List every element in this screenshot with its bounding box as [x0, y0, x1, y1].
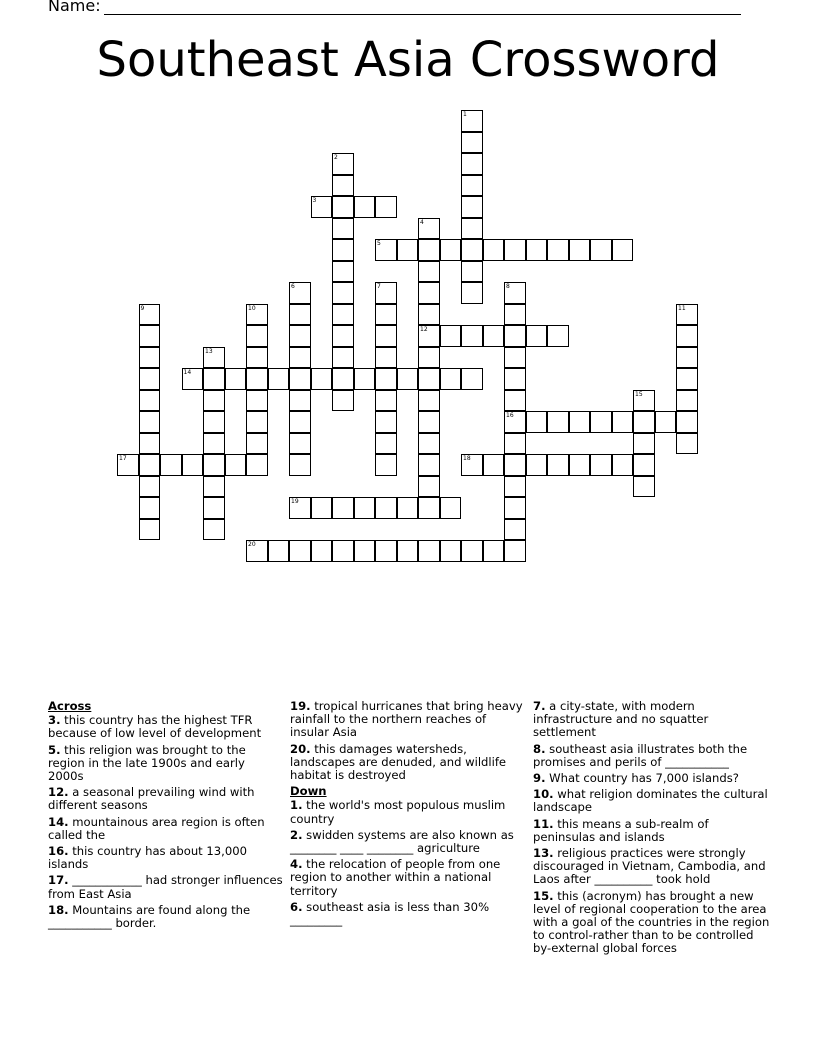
- clue-down-7: [533, 700, 773, 740]
- grid-cell[interactable]: [375, 347, 397, 369]
- grid-cell[interactable]: [289, 454, 311, 476]
- grid-cell[interactable]: [504, 390, 526, 412]
- grid-cell[interactable]: [461, 282, 483, 304]
- grid-cell[interactable]: [633, 476, 655, 498]
- grid-cell[interactable]: [354, 368, 376, 390]
- grid-cell[interactable]: [461, 218, 483, 240]
- grid-cell[interactable]: [418, 411, 440, 433]
- clue-text: this religion was brought to the region in the late 1900s and early 2000s: [48, 742, 246, 784]
- clue-number-label: 13: [205, 347, 213, 355]
- clue-text: this damages watersheds, landscapes are denuded, and wildlife habitat is destroyed: [290, 741, 507, 783]
- grid-cell[interactable]: [483, 540, 505, 562]
- clue-number-label: 16: [506, 412, 514, 419]
- clue-number-label: 6: [291, 283, 295, 290]
- grid-cell[interactable]: [332, 497, 354, 519]
- clue-number-label: 5: [377, 240, 381, 247]
- grid-cell[interactable]: [633, 433, 655, 455]
- clue-number: 5.: [48, 742, 61, 757]
- clue-across-16: [48, 845, 284, 871]
- grid-cell[interactable]: [440, 325, 462, 347]
- grid-cell[interactable]: [246, 433, 268, 455]
- clue-number-label: 12: [420, 326, 428, 333]
- grid-cell[interactable]: [332, 153, 354, 175]
- grid-cell[interactable]: [139, 519, 161, 541]
- grid-cell[interactable]: [633, 390, 655, 412]
- grid-cell[interactable]: [139, 476, 161, 498]
- grid-cell[interactable]: [504, 433, 526, 455]
- grid-cell[interactable]: [418, 497, 440, 519]
- grid-cell[interactable]: [504, 239, 526, 261]
- grid-cell[interactable]: [440, 239, 462, 261]
- clue-down-13: [533, 847, 773, 887]
- grid-cell[interactable]: [676, 433, 698, 455]
- grid-cell[interactable]: [268, 368, 290, 390]
- grid-cell[interactable]: [418, 282, 440, 304]
- clue-number-label: 11: [678, 304, 686, 312]
- grid-cell[interactable]: [440, 368, 462, 390]
- clue-number: 10.: [533, 787, 554, 802]
- grid-cell[interactable]: [676, 390, 698, 412]
- grid-cell[interactable]: [676, 304, 698, 326]
- grid-cell[interactable]: [483, 325, 505, 347]
- clue-down-6: [290, 901, 526, 927]
- clue-number: 17.: [48, 873, 69, 888]
- grid-cell[interactable]: [676, 347, 698, 369]
- grid-cell[interactable]: [375, 325, 397, 347]
- grid-cell[interactable]: [289, 325, 311, 347]
- clue-text: mountainous area region is often called the: [48, 814, 265, 842]
- clue-text: tropical hurricanes that bring heavy rainfall to the northern reaches of insular Asia: [290, 699, 523, 740]
- grid-cell[interactable]: [504, 540, 526, 562]
- grid-cell[interactable]: [332, 196, 354, 218]
- grid-cell[interactable]: [504, 325, 526, 347]
- grid-cell[interactable]: [461, 454, 483, 476]
- grid-cell[interactable]: [547, 411, 569, 433]
- grid-cell[interactable]: [375, 540, 397, 562]
- clue-down-4: [290, 858, 526, 898]
- grid-cell[interactable]: [375, 411, 397, 433]
- grid-cell[interactable]: [246, 304, 268, 326]
- clue-text: swidden systems are also known as ________ ____ ________ agriculture: [290, 827, 514, 856]
- grid-cell[interactable]: [375, 239, 397, 261]
- grid-cell[interactable]: [676, 325, 698, 347]
- grid-cell[interactable]: [203, 454, 225, 476]
- grid-cell[interactable]: [203, 476, 225, 498]
- grid-cell[interactable]: [590, 411, 612, 433]
- grid-cell[interactable]: [612, 411, 634, 433]
- clue-text: religious practices were strongly discouraged in Vietnam, Cambodia, and Laos after __________ took hold: [533, 846, 766, 887]
- grid-cell[interactable]: [246, 454, 268, 476]
- grid-cell[interactable]: [418, 218, 440, 240]
- across-heading: Across: [48, 699, 92, 713]
- clue-number-label: 7: [377, 283, 381, 290]
- clue-number: 2.: [290, 827, 303, 842]
- grid-cell[interactable]: [418, 261, 440, 283]
- clue-down-9: [533, 772, 773, 785]
- grid-cell[interactable]: [461, 261, 483, 283]
- grid-cell[interactable]: [440, 497, 462, 519]
- grid-cell[interactable]: [354, 497, 376, 519]
- grid-cell[interactable]: [332, 282, 354, 304]
- clue-number: 3.: [48, 713, 61, 728]
- grid-cell[interactable]: [139, 325, 161, 347]
- grid-cell[interactable]: [203, 433, 225, 455]
- grid-cell[interactable]: [332, 239, 354, 261]
- clue-text: the world's most populous muslim country: [290, 798, 506, 826]
- clue-down-2: [290, 829, 526, 855]
- grid-cell[interactable]: [139, 368, 161, 390]
- grid-cell[interactable]: [311, 540, 333, 562]
- clue-across-14: [48, 816, 284, 842]
- clues-column-3: [533, 700, 773, 959]
- clue-number: 11.: [533, 816, 554, 831]
- grid-cell[interactable]: [332, 304, 354, 326]
- grid-cell[interactable]: [504, 347, 526, 369]
- clue-number: 14.: [48, 814, 69, 829]
- grid-cell[interactable]: [418, 476, 440, 498]
- grid-cell[interactable]: [397, 239, 419, 261]
- grid-cell[interactable]: [397, 497, 419, 519]
- grid-cell[interactable]: [547, 239, 569, 261]
- clue-text: this country has about 13,000 islands: [48, 844, 247, 872]
- clue-number: 9.: [533, 771, 546, 786]
- grid-cell[interactable]: [418, 325, 440, 347]
- grid-cell[interactable]: [461, 175, 483, 197]
- grid-cell[interactable]: [225, 368, 247, 390]
- grid-cell[interactable]: [311, 196, 333, 218]
- grid-cell[interactable]: [289, 304, 311, 326]
- grid-cell[interactable]: [633, 411, 655, 433]
- grid-cell[interactable]: [547, 454, 569, 476]
- grid-cell[interactable]: [117, 454, 139, 476]
- grid-cell[interactable]: [246, 347, 268, 369]
- grid-cell[interactable]: [375, 454, 397, 476]
- grid-cell[interactable]: [504, 411, 526, 433]
- clue-number-label: 14: [183, 369, 192, 376]
- grid-cell[interactable]: [461, 540, 483, 562]
- grid-cell[interactable]: [504, 497, 526, 519]
- grid-cell[interactable]: [139, 390, 161, 412]
- grid-cell[interactable]: [397, 540, 419, 562]
- down-heading: Down: [290, 784, 327, 799]
- grid-cell[interactable]: [268, 540, 290, 562]
- clue-text: southeast asia is less than 30% _________: [290, 899, 490, 928]
- grid-cell[interactable]: [375, 390, 397, 412]
- grid-cell[interactable]: [246, 325, 268, 347]
- clue-number-label: 1: [463, 111, 467, 118]
- clues-column-2: [290, 700, 526, 930]
- grid-cell[interactable]: [182, 454, 204, 476]
- grid-cell[interactable]: [440, 540, 462, 562]
- clue-number-label: 19: [291, 498, 299, 505]
- grid-cell[interactable]: [418, 368, 440, 390]
- grid-cell[interactable]: [418, 390, 440, 412]
- clue-across-17: [48, 874, 284, 900]
- clue-down-8: [533, 743, 773, 769]
- grid-cell[interactable]: [590, 239, 612, 261]
- grid-cell[interactable]: [418, 454, 440, 476]
- grid-cell[interactable]: [569, 239, 591, 261]
- grid-cell[interactable]: [225, 454, 247, 476]
- clue-number-label: 15: [635, 390, 643, 398]
- grid-cell[interactable]: [289, 282, 311, 304]
- clue-text: Mountains are found along the ___________ border.: [48, 902, 251, 931]
- grid-cell[interactable]: [289, 347, 311, 369]
- clue-number-label: 4: [420, 218, 424, 226]
- clue-text: this country has the highest TFR because of low level of development: [48, 713, 262, 741]
- clue-text: a city-state, with modern infrastructure and no squatter settlement: [533, 699, 709, 740]
- grid-cell[interactable]: [461, 325, 483, 347]
- grid-cell[interactable]: [246, 540, 268, 562]
- grid-cell[interactable]: [203, 497, 225, 519]
- grid-cell[interactable]: [569, 411, 591, 433]
- clue-number: 4.: [290, 857, 303, 872]
- grid-cell[interactable]: [461, 132, 483, 154]
- clue-number: 19.: [290, 699, 311, 713]
- clue-across-12: [48, 786, 284, 812]
- grid-cell[interactable]: [461, 196, 483, 218]
- grid-cell[interactable]: [139, 454, 161, 476]
- grid-cell[interactable]: [246, 411, 268, 433]
- grid-cell[interactable]: [332, 390, 354, 412]
- grid-cell[interactable]: [612, 454, 634, 476]
- clue-number-label: 2: [334, 154, 338, 161]
- clue-number-label: 20: [248, 541, 256, 548]
- grid-cell[interactable]: [375, 368, 397, 390]
- grid-cell[interactable]: [461, 110, 483, 132]
- grid-cell[interactable]: [375, 282, 397, 304]
- grid-cell[interactable]: [461, 239, 483, 261]
- clues-column-1: [48, 700, 284, 933]
- grid-cell[interactable]: [375, 196, 397, 218]
- grid-cell[interactable]: [397, 368, 419, 390]
- grid-cell[interactable]: [311, 497, 333, 519]
- clue-number: 13.: [533, 846, 554, 861]
- grid-cell[interactable]: [332, 540, 354, 562]
- grid-cell[interactable]: [504, 368, 526, 390]
- grid-cell[interactable]: [203, 411, 225, 433]
- clue-number: 16.: [48, 844, 69, 859]
- grid-cell[interactable]: [418, 347, 440, 369]
- clue-text: this (acronym) has brought a new level of regional cooperation to the area with a goal of the countries in the region to control-rather than to be controlled by-external global forces: [533, 888, 770, 956]
- clue-number: 1.: [290, 798, 303, 813]
- grid-cell[interactable]: [289, 497, 311, 519]
- clue-across-3: [48, 714, 284, 740]
- clue-text: southeast asia illustrates both the promises and perils of ___________: [533, 741, 748, 769]
- grid-cell[interactable]: [676, 411, 698, 433]
- clue-number: 12.: [48, 785, 69, 800]
- grid-cell[interactable]: [289, 411, 311, 433]
- clue-text: ____________ had stronger influences from East Asia: [48, 873, 283, 901]
- clue-number: 6.: [290, 899, 303, 914]
- grid-cell[interactable]: [332, 325, 354, 347]
- grid-cell[interactable]: [483, 454, 505, 476]
- grid-cell[interactable]: [332, 261, 354, 283]
- grid-cell[interactable]: [182, 368, 204, 390]
- clue-across-18: [48, 904, 284, 930]
- name-label: Name:: [48, 0, 101, 15]
- grid-cell[interactable]: [332, 368, 354, 390]
- grid-cell[interactable]: [418, 239, 440, 261]
- grid-cell[interactable]: [139, 304, 161, 326]
- clue-down-11: [533, 818, 773, 844]
- grid-cell[interactable]: [203, 347, 225, 369]
- grid-cell[interactable]: [590, 454, 612, 476]
- grid-cell[interactable]: [332, 218, 354, 240]
- grid-cell[interactable]: [504, 454, 526, 476]
- grid-cell[interactable]: [461, 153, 483, 175]
- grid-cell[interactable]: [139, 497, 161, 519]
- clue-number: 18.: [48, 902, 69, 917]
- clue-text: this means a sub-realm of peninsulas and islands: [533, 816, 709, 844]
- grid-cell[interactable]: [526, 239, 548, 261]
- grid-cell[interactable]: [612, 239, 634, 261]
- grid-cell[interactable]: [246, 368, 268, 390]
- grid-cell[interactable]: [139, 433, 161, 455]
- grid-cell[interactable]: [569, 454, 591, 476]
- grid-cell[interactable]: [547, 325, 569, 347]
- grid-cell[interactable]: [418, 540, 440, 562]
- grid-cell[interactable]: [354, 540, 376, 562]
- grid-cell[interactable]: [483, 239, 505, 261]
- clue-text: what religion dominates the cultural landscape: [533, 787, 768, 815]
- grid-cell[interactable]: [418, 433, 440, 455]
- clue-number-label: 3: [312, 197, 317, 204]
- grid-cell[interactable]: [504, 282, 526, 304]
- grid-cell[interactable]: [526, 454, 548, 476]
- clue-across-5: [48, 744, 284, 784]
- clue-down-10: [533, 788, 773, 814]
- grid-cell[interactable]: [504, 304, 526, 326]
- grid-cell[interactable]: [332, 347, 354, 369]
- grid-cell[interactable]: [289, 390, 311, 412]
- grid-cell[interactable]: [246, 390, 268, 412]
- clue-number: 20.: [290, 741, 311, 756]
- clue-text: a seasonal prevailing wind with different seasons: [48, 785, 255, 813]
- grid-cell[interactable]: [633, 454, 655, 476]
- grid-cell[interactable]: [354, 196, 376, 218]
- clue-number-label: 18: [463, 455, 471, 462]
- grid-cell[interactable]: [289, 540, 311, 562]
- clue-number-label: 17: [119, 455, 127, 462]
- clue-number: 8.: [533, 741, 546, 756]
- grid-cell[interactable]: [203, 368, 225, 390]
- clue-number-label: 9: [140, 304, 145, 312]
- clue-text: the relocation of people from one region to another within a national territory: [290, 857, 501, 898]
- clue-down-1: [290, 799, 526, 825]
- grid-cell[interactable]: [526, 325, 548, 347]
- grid-cell[interactable]: [375, 433, 397, 455]
- grid-cell[interactable]: [504, 519, 526, 541]
- grid-cell[interactable]: [375, 497, 397, 519]
- clue-across-19: [290, 700, 526, 740]
- clue-number-label: 8: [506, 283, 510, 290]
- clue-across-20: [290, 743, 526, 783]
- grid-cell[interactable]: [418, 304, 440, 326]
- grid-cell[interactable]: [203, 519, 225, 541]
- grid-cell[interactable]: [461, 368, 483, 390]
- grid-cell[interactable]: [289, 433, 311, 455]
- grid-cell[interactable]: [289, 368, 311, 390]
- clue-number: 15.: [533, 888, 554, 903]
- clue-down-15: [533, 890, 773, 956]
- clue-number: 7.: [533, 699, 546, 713]
- grid-cell[interactable]: [311, 368, 333, 390]
- grid-cell[interactable]: [526, 411, 548, 433]
- clue-number-label: 10: [248, 304, 256, 312]
- grid-cell[interactable]: [139, 411, 161, 433]
- grid-cell[interactable]: [676, 368, 698, 390]
- grid-cell[interactable]: [655, 411, 677, 433]
- grid-cell[interactable]: [203, 390, 225, 412]
- grid-cell[interactable]: [160, 454, 182, 476]
- clue-text: What country has 7,000 islands?: [549, 771, 739, 786]
- grid-cell[interactable]: [504, 476, 526, 498]
- page-title: Southeast Asia Crossword: [96, 32, 720, 88]
- grid-cell[interactable]: [139, 347, 161, 369]
- grid-cell[interactable]: [332, 175, 354, 197]
- grid-cell[interactable]: [375, 304, 397, 326]
